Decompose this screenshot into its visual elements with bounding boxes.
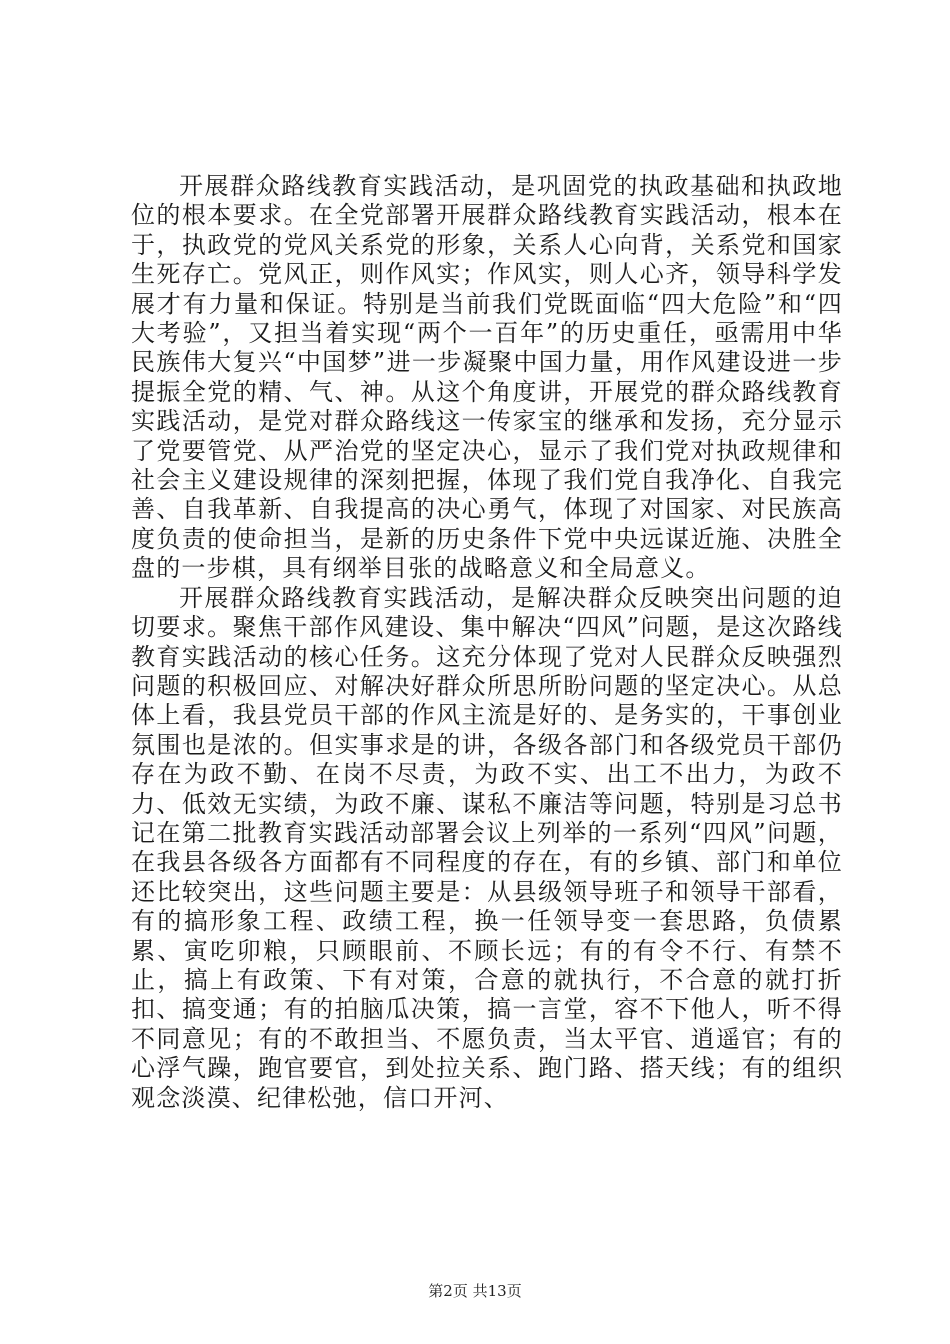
paragraph-1: 开展群众路线教育实践活动，是巩固党的执政基础和执政地位的根本要求。在全党部署开展群众路线教育实践活动，根本在于，执政党的党风关系党的形象，关系人心向背，关系党和国家生死存亡。党风正，则作风实；作风实，则人心齐，领导科学发展才有力量和保证。特别是当前我们党既面临“四大危险”和“四大考验”，又担当着实现“两个一百年”的历史重任，亟需用中华民族伟大复兴“中国梦”进一步凝聚中国力量，用作风建设进一步提振全党的精、气、神。从这个角度讲，开展党的群众路线教育实践活动，是党对群众路线这一传家宝的继承和发扬，充分显示了党要管党、从严治党的坚定决心，显示了我们党对执政规律和社会主义建设规律的深刻把握，体现了我们党自我净化、自我完善、自我革新、自我提高的决心勇气，体现了对国家、对民族高度负责的使命担当，是新的历史条件下党中央远谋近施、决胜全盘的一步棋，具有纲举目张的战略意义和全局意义。 xyxy=(131,172,843,583)
paragraph-2: 开展群众路线教育实践活动，是解决群众反映突出问题的迫切要求。聚焦干部作风建设、集中解决“四风”问题，是这次路线教育实践活动的核心任务。这充分体现了党对人民群众反映强烈问题的积极回应、对解决好群众所思所盼问题的坚定决心。从总体上看，我县党员干部的作风主流是好的、是务实的，干事创业氛围也是浓的。但实事求是的讲，各级各部门和各级党员干部仍存在为政不勤、在岗不尽责，为政不实、出工不出力，为政不力、低效无实绩，为政不廉、谋私不廉洁等问题，特别是习总书记在第二批教育实践活动部署会议上列举的一系列“四风”问题，在我县各级各方面都有不同程度的存在，有的乡镇、部门和单位还比较突出，这些问题主要是：从县级领导班子和领导干部看，有的搞形象工程、政绩工程，换一任领导变一套思路，负债累累、寅吃卯粮，只顾眼前、不顾长远；有的有令不行、有禁不止，搞上有政策、下有对策，合意的就执行，不合意的就打折扣、搞变通；有的拍脑瓜决策，搞一言堂，容不下他人，听不得不同意见；有的不敢担当、不愿负责，当太平官、逍遥官；有的心浮气躁，跑官要官，到处拉关系、跑门路、搭天线；有的组织观念淡漠、纪律松弛，信口开河、 xyxy=(131,583,843,1112)
page-number-footer: 第2页 共13页 xyxy=(428,1282,522,1300)
document-body xyxy=(131,172,843,1113)
